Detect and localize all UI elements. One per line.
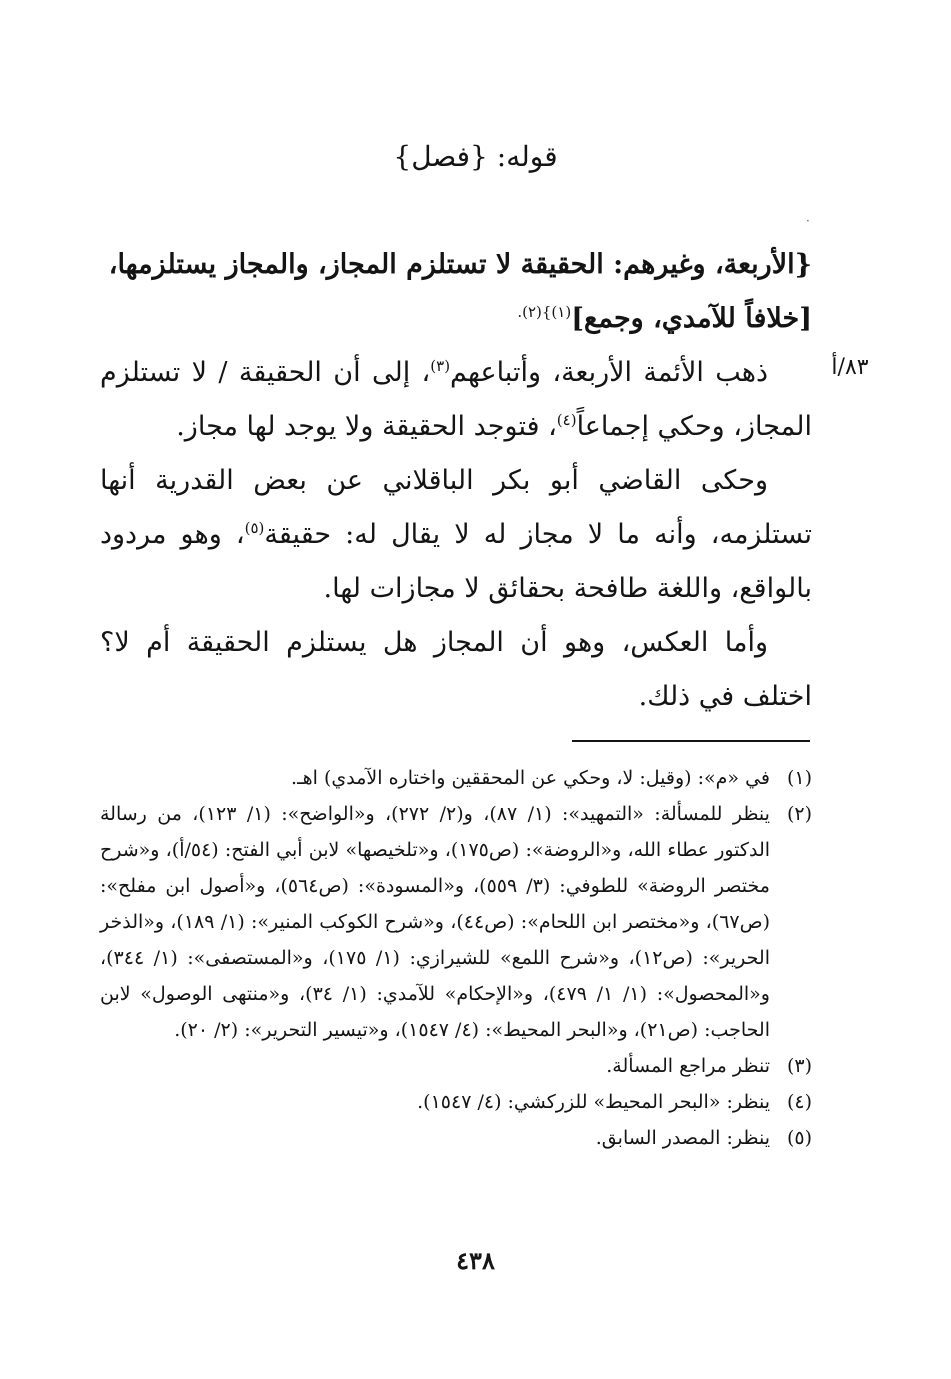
footnote-separator xyxy=(572,740,810,742)
paragraph-1-part-3: ، فتوجد الحقيقة ولا يوجد لها مجاز. xyxy=(176,411,557,442)
page-number: ٤٣٨ xyxy=(456,1246,495,1275)
quoted-matn-text: [خلافاً للآمدي، وجمع] xyxy=(571,303,812,334)
footnote-text: ينظر: «البحر المحيط» للزركشي: (٤/ ١٥٤٧). xyxy=(417,1091,770,1113)
footnote-number: (١) xyxy=(786,767,812,789)
footnote-ref-3: (٣) xyxy=(430,357,451,375)
paragraph-2-part-1: وحكى القاضي أبو بكر الباقلاني عن بعض القدرية أنها تستلزمه، وأنه ما لا مجاز له لا يقال له: حقيقة xyxy=(100,465,812,550)
quoted-matn-line-2 xyxy=(100,292,812,346)
footnote xyxy=(100,1048,812,1084)
footnote xyxy=(100,796,812,1048)
paragraph-1-part-1: ذهب الأئمة الأربعة، وأتباعهم xyxy=(450,357,768,388)
quote-footnote-refs: (١)}(٢). xyxy=(517,303,572,321)
paragraph-1-part-2: ، إلى أن الحقيقة / لا تستلزم المجاز، وحكي إجماعاً xyxy=(100,357,812,442)
scan-speck: · xyxy=(806,214,810,228)
paragraph-3: وأما العكس، وهو أن المجاز هل يستلزم الحقيقة أم لا؟ اختلف في ذلك. xyxy=(100,627,812,712)
footnote-number: (٤) xyxy=(786,1091,812,1113)
section-heading: قوله: {فصل} xyxy=(393,140,558,173)
main-text xyxy=(100,238,812,724)
footnote-ref-4: (٤) xyxy=(556,411,577,429)
footnote-ref-5: (٥) xyxy=(244,519,265,537)
footnote xyxy=(100,760,812,796)
footnote-number: (٥) xyxy=(786,1127,812,1149)
footnote-text: ينظر: المصدر السابق. xyxy=(595,1127,770,1149)
footnote xyxy=(100,1120,812,1156)
footnote-text: ينظر للمسألة: «التمهيد»: (١/ ٨٧)، و(٢/ ٢٧٢)، و«الواضح»: (١/ ١٢٣)، من رسالة الدكتور عطاء الله، و«الروضة»: (ص١٧٥)، و«تلخيصها» لابن أبي الفتح: (٥٤/أ)، و«شرح مختصر الروضة» للطوفي: (٣/ ٥٥٩)، و«المسودة»: (ص٥٦٤)، و«أصول ابن مفلح»: (ص٦٧)، و«مختصر ابن اللحام»: (ص٤٤)، و«شرح الكوكب المنير»: (١/ ١٨٩)، و«الذخر الحرير»: (ص١٢)، و«شرح اللمع» للشيرازي: (١/ ١٧٥)، و«المستصفى»: (١/ ٣٤٤)، و«المحصول»: (١/ ١/ ٤٧٩)، و«الإحكام» للآمدي: (١/ ٣٤)، و«منتهى الوصول» لابن الحاجب: (ص٢١)، و«البحر المحيط»: (٤/ ١٥٤٧)، و«تيسير التحرير»: (٢/ ٢٠). xyxy=(100,803,771,1041)
footnote-text: تنظر مراجع المسألة. xyxy=(606,1055,770,1077)
manuscript-folio-marker: ٨٣/أ xyxy=(831,355,869,380)
paragraph-1 xyxy=(100,346,812,454)
footnote-number: (٢) xyxy=(786,803,812,825)
footnote-text: في «م»: (وقيل: لا، وحكي عن المحققين واختاره الآمدي) اهـ. xyxy=(291,767,770,789)
quoted-matn-line-1: {الأربعة، وغيرهم: الحقيقة لا تستلزم المجاز، والمجاز يستلزمها، xyxy=(108,249,812,280)
footnotes xyxy=(100,760,812,1156)
paragraph-2 xyxy=(100,454,812,616)
footnote-number: (٣) xyxy=(786,1055,812,1077)
paragraph-2-part-2: ، وهو مردود بالواقع، واللغة طافحة بحقائق لا مجازات لها. xyxy=(100,519,812,604)
footnote xyxy=(100,1084,812,1120)
